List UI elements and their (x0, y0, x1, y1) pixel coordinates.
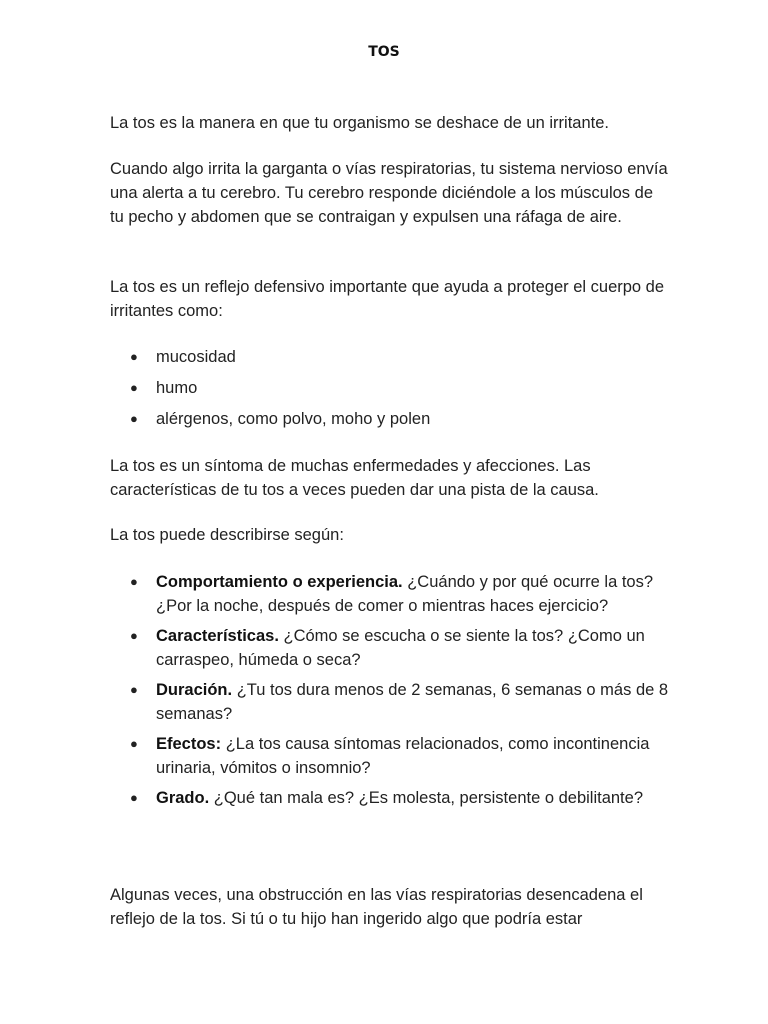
list-item (110, 570, 670, 618)
bullet-icon: ● (130, 574, 138, 589)
descriptor-text: ¿Qué tan mala es? ¿Es molesta, persistente o debilitante? (209, 789, 643, 807)
list-item (110, 786, 670, 810)
paragraph-describe: La tos puede describirse según: (110, 526, 344, 544)
descriptors-list (110, 570, 670, 816)
paragraph-intro: La tos es la manera en que tu organismo se deshace de un irritante. (110, 114, 609, 132)
paragraph-symptom: La tos es un síntoma de muchas enfermedades y afecciones. Las características de tu tos a veces pueden dar una pista de la causa. (110, 457, 599, 499)
list-item: ● alérgenos, como polvo, moho y polen (110, 407, 670, 431)
descriptor-text: ¿Tu tos dura menos de 2 semanas, 6 semanas o más de 8 semanas? (156, 681, 669, 723)
descriptor-text: ¿Cuándo y por qué ocurre la tos? ¿Por la noche, después de comer o mientras haces ejercicio? (156, 573, 654, 615)
list-item: ● humo (110, 376, 670, 400)
bullet-icon: ● (130, 349, 138, 364)
paragraph-obstruction: Algunas veces, una obstrucción en las vías respiratorias desencadena el reflejo de la tos. Si tú o tu hijo han ingerido algo que podría estar (110, 886, 643, 928)
list-item (110, 678, 670, 726)
descriptor-term: Grado. (156, 789, 210, 807)
bullet-icon: ● (130, 628, 138, 643)
descriptor-term: Efectos: (156, 735, 222, 753)
descriptor-term: Características. (156, 627, 279, 645)
bullet-icon: ● (130, 682, 138, 697)
list-item: ● mucosidad (110, 345, 670, 369)
descriptor-term: Comportamiento o experiencia. (156, 573, 403, 591)
list-item (110, 732, 670, 780)
bullet-icon: ● (130, 411, 138, 426)
document-title: TOS (368, 44, 400, 60)
list-item (110, 624, 670, 672)
bullet-icon: ● (130, 380, 138, 395)
paragraph-mechanism: Cuando algo irrita la garganta o vías respiratorias, tu sistema nervioso envía una alerta a tu cerebro. Tu cerebro responde diciéndole a los músculos de tu pecho y abdomen que se contraigan y expulsen una ráfaga de aire. (110, 160, 668, 226)
bullet-icon: ● (130, 736, 138, 751)
descriptor-term: Duración. (156, 681, 233, 699)
descriptor-text: ¿La tos causa síntomas relacionados, como incontinencia urinaria, vómitos o insomnio? (156, 735, 650, 777)
bullet-icon: ● (130, 790, 138, 805)
paragraph-reflex: La tos es un reflejo defensivo importante que ayuda a proteger el cuerpo de irritantes como: (110, 278, 665, 320)
irritants-list (110, 345, 670, 438)
descriptor-text: ¿Cómo se escucha o se siente la tos? ¿Como un carraspeo, húmeda o seca? (156, 627, 645, 669)
